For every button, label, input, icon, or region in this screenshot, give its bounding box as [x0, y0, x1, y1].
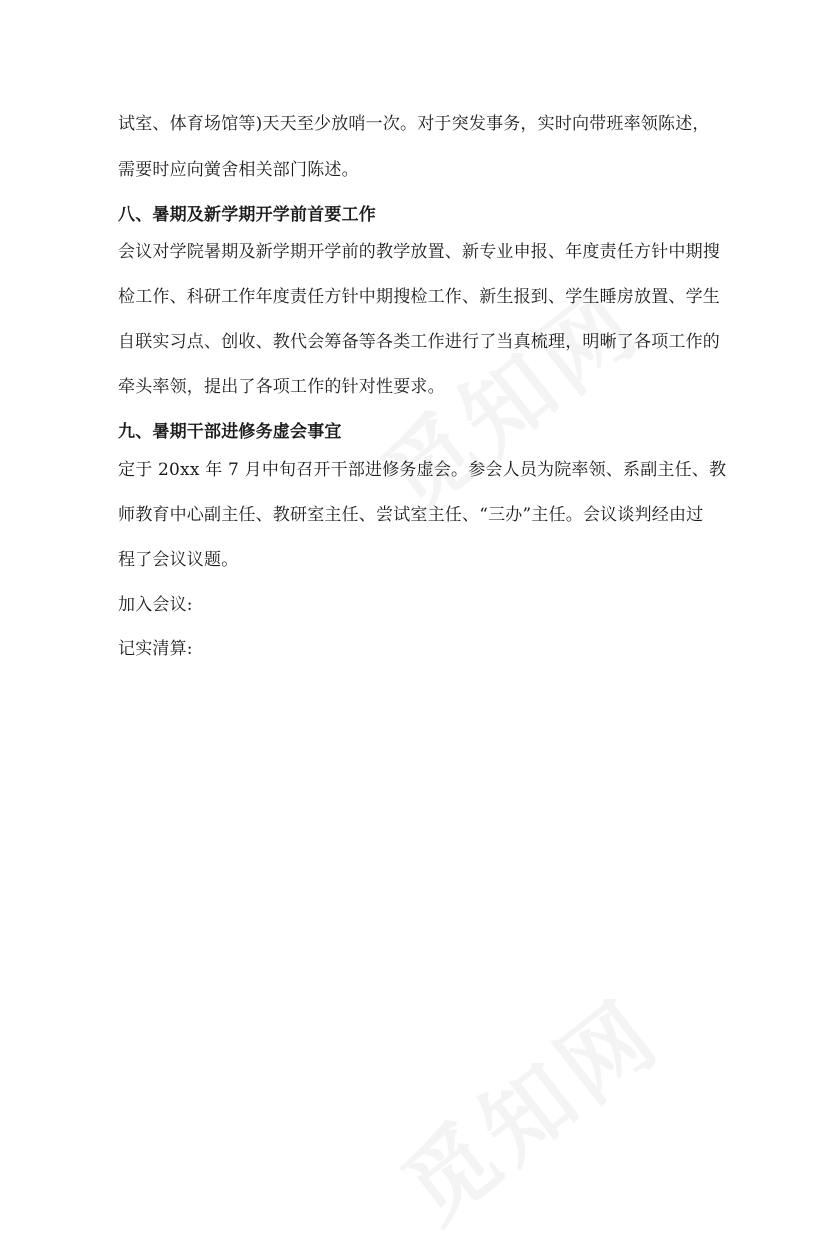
watermark — [371, 963, 683, 1246]
paragraph-line: 师教育中心副主任、教研室主任、尝试室主任、“三办”主任。会议谈判经由过 — [118, 505, 704, 525]
paragraph-line: 会议对学院暑期及新学期开学前的教学放置、新专业申报、年度责任方针中期搜 — [118, 242, 720, 262]
paragraph-line: 自联实习点、创收、教代会筹备等各类工作进行了当真梳理，明晰了各项工作的 — [118, 332, 720, 352]
recorder-label: 记实清算: — [118, 639, 193, 659]
attendees-label: 加入会议: — [118, 595, 193, 615]
paragraph-line: 需要时应向黉舍相关部门陈述。 — [118, 160, 359, 180]
paragraph-line: 定于 20xx 年 7 月中旬召开干部进修务虚会。参会人员为院率领、系副主任、教 — [118, 460, 727, 480]
paragraph-line: 程了会议议题。 — [118, 550, 239, 570]
section-heading: 九、暑期干部进修务虚会事宜 — [118, 422, 342, 442]
paragraph-line: 检工作、科研工作年度责任方针中期搜检工作、新生报到、学生睡房放置、学生 — [118, 287, 720, 307]
section-heading: 八、暑期及新学期开学前首要工作 — [118, 205, 376, 225]
paragraph-line: 牵头率领，提出了各项工作的针对性要求。 — [118, 377, 445, 397]
paragraph-line: 试室、体育场馆等)天天至少放哨一次。对于突发事务，实时向带班率领陈述， — [118, 114, 710, 134]
